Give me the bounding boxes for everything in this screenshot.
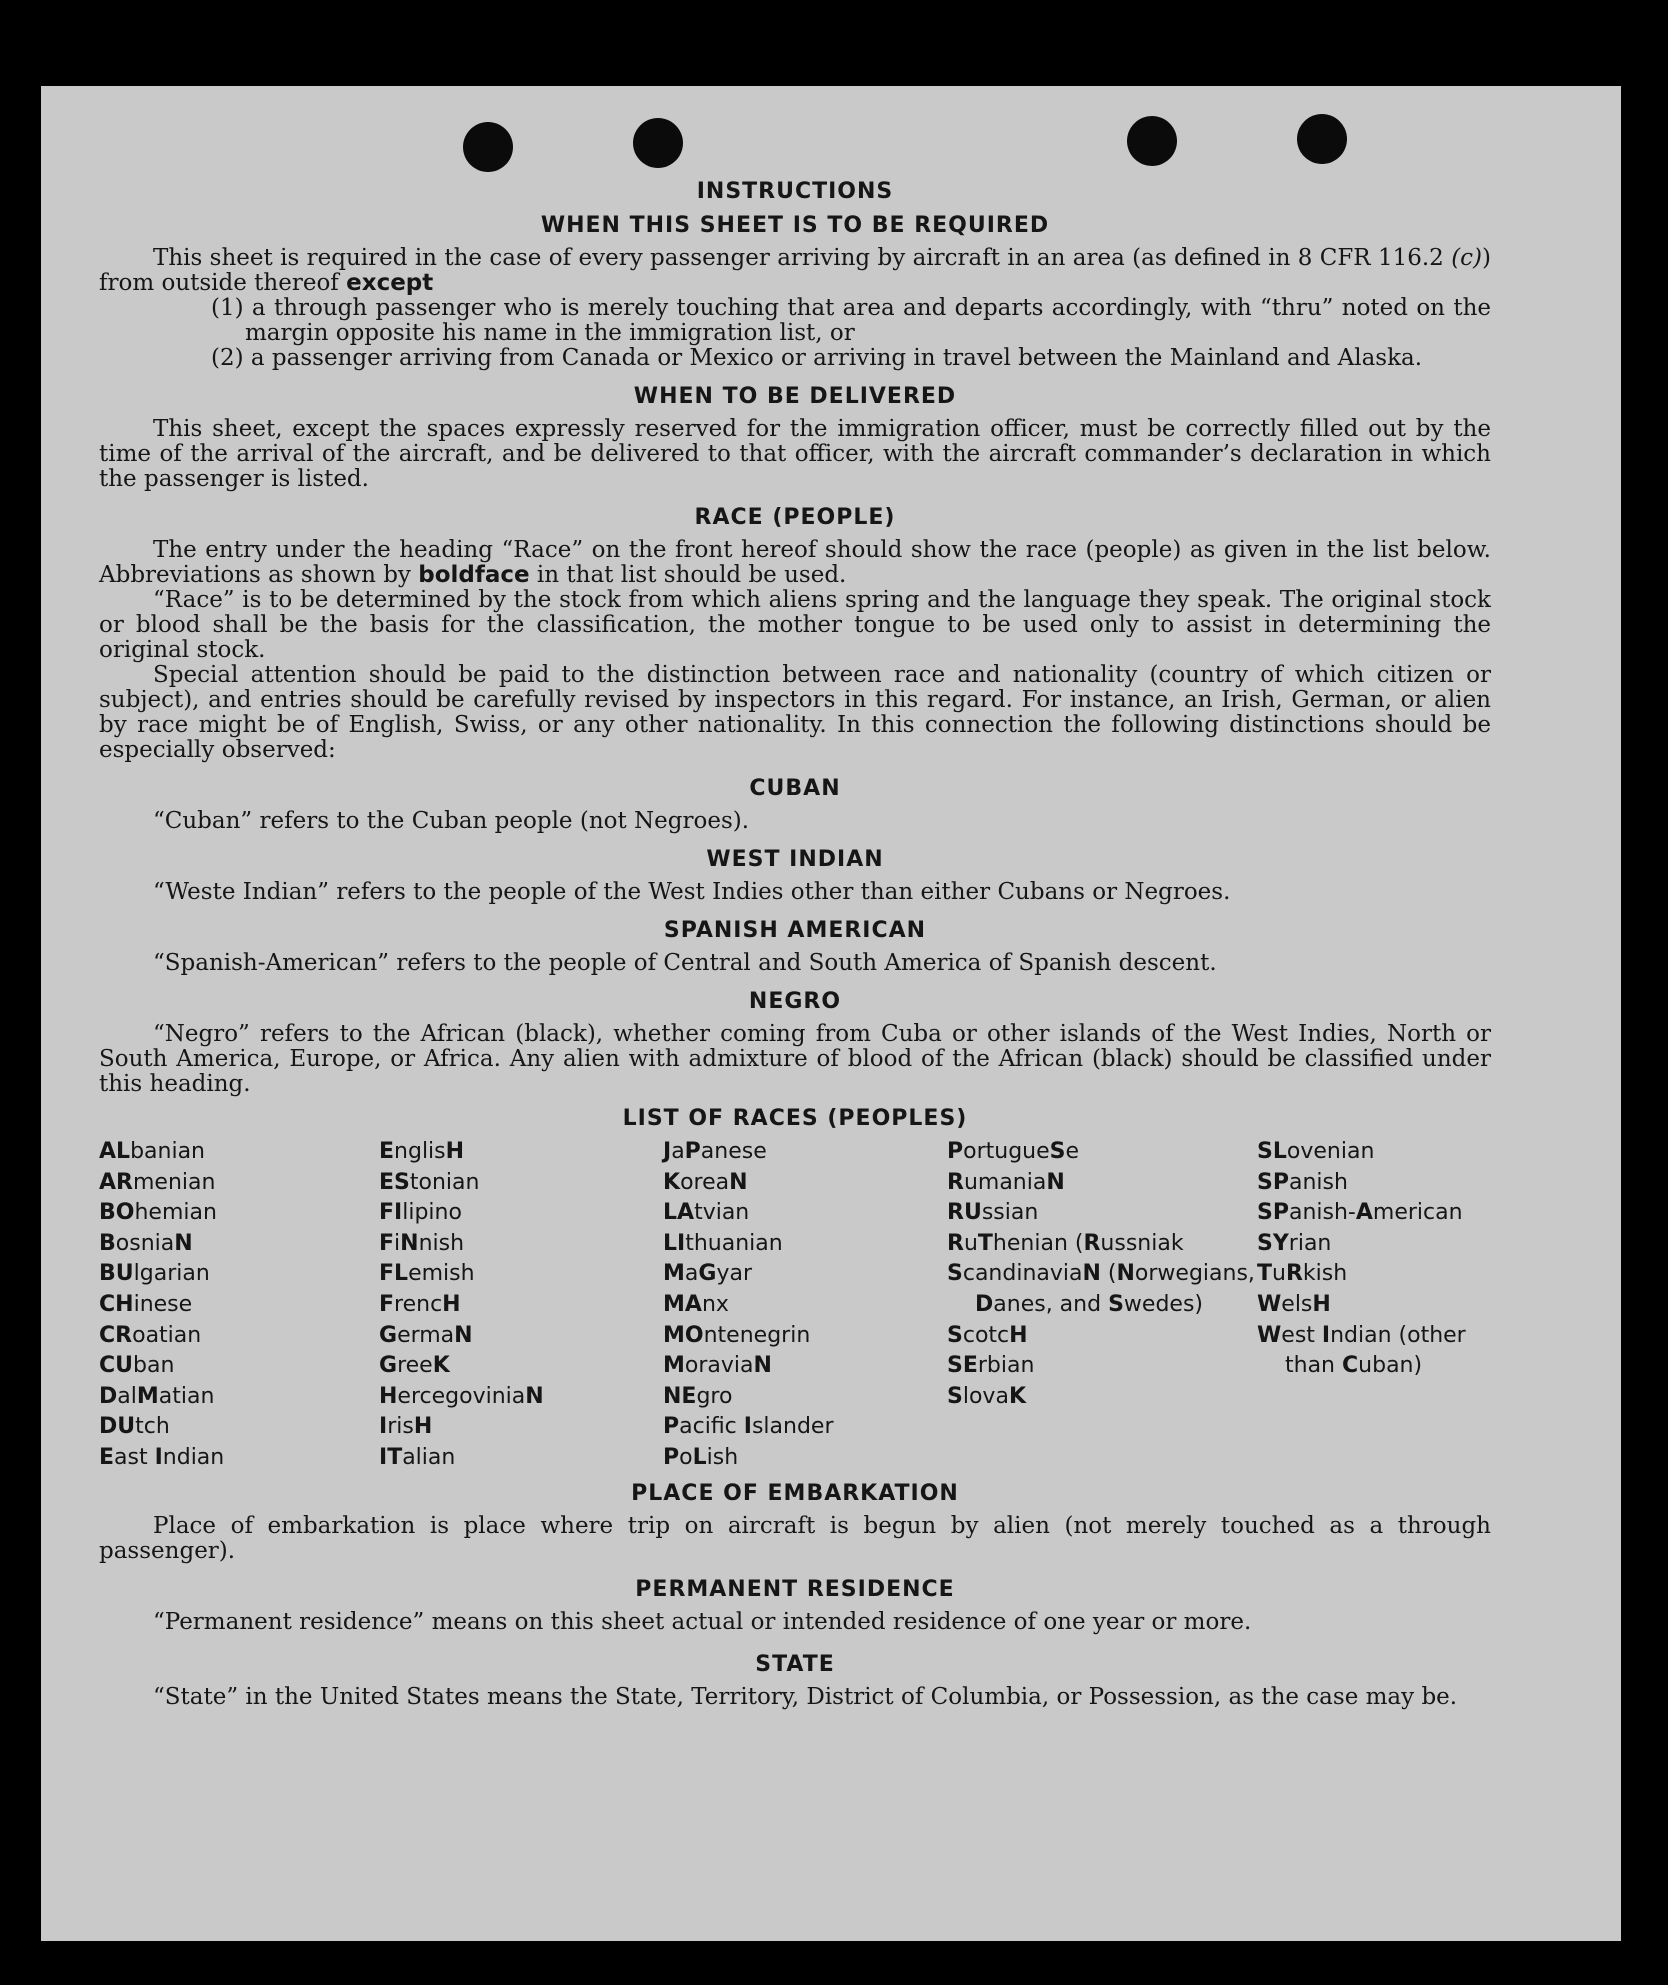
section-heading-race: RACE (PEOPLE) (694, 505, 896, 530)
race-entry: FrencH (379, 1291, 461, 1317)
residence-text: “Permanent residence” means on this sheet actual or intended residence of one year or more. (153, 1608, 1252, 1635)
race-entry: NEgro (663, 1383, 733, 1409)
race-entry: ScandinaviaN (Norwegians, Danes, and Swedes) (947, 1261, 1255, 1317)
cfr-cite: (c) (1451, 245, 1483, 271)
race-entry: ARmenian (99, 1169, 216, 1195)
race-p1-end: in that list should be used. (529, 562, 847, 588)
race-paragraph: “Race” is to be determined by the stock from which aliens spring and the language they speak. The original stock or blood shall be the basis for the classification, the mother tongue to be used only to assist in determining the original stock. (99, 587, 1491, 663)
race-entry: ALbanian (99, 1139, 205, 1164)
exception-list (211, 296, 1491, 371)
spanish-american-text: “Spanish-American” refers to the people of Central and South America of Spanish descent. (153, 950, 1217, 976)
race-entry: GreeK (379, 1353, 450, 1379)
race-entry: SErbian (947, 1353, 1035, 1379)
race-entry: BUlgarian (99, 1261, 210, 1287)
section-heading-embarkation: PLACE OF EMBARKATION (631, 1480, 959, 1506)
races-column (379, 1137, 663, 1474)
cuban-text: “Cuban” refers to the Cuban people (not Negroes). (153, 808, 750, 834)
race-entry: PoLish (663, 1444, 739, 1470)
race-entry: LAtvian (663, 1200, 750, 1226)
punch-hole (1127, 116, 1177, 166)
race-entry: SPanish (1257, 1169, 1348, 1195)
required-intro-after: ) from outside thereof (99, 245, 1491, 296)
section-heading-cuban: CUBAN (749, 776, 841, 801)
race-entry: SPanish-American (1257, 1200, 1463, 1226)
race-entry: RumaniaN (947, 1169, 1065, 1195)
race-p1-text: The entry under the heading “Race” on the front hereof should show the race (people) as given in the list below. Abbreviations as shown by (99, 537, 1491, 588)
race-entry: IrisH (379, 1414, 433, 1440)
race-entry: JaPanese (663, 1139, 767, 1164)
section-heading-residence: PERMANENT RESIDENCE (635, 1576, 955, 1602)
race-entry: MaGyar (663, 1261, 752, 1287)
race-entry: MOntenegrin (663, 1322, 811, 1348)
race-entry: SlovaK (947, 1383, 1026, 1409)
race-entry: West Indian (other than Cuban) (1257, 1322, 1466, 1379)
race-entry: CRoatian (99, 1322, 202, 1348)
race-entry: RUssian (947, 1200, 1039, 1226)
races-list (99, 1137, 1491, 1474)
race-entry: East Indian (99, 1444, 225, 1470)
race-entry: ScotcH (947, 1322, 1028, 1348)
delivered-text: This sheet, except the spaces expressly reserved for the immigration officer, must be correctly filled out by the time of the arrival of the aircraft, and be delivered to that officer, with the aircraft commander’s declaration in which the passenger is listed. (99, 416, 1491, 492)
race-entry: BOhemian (99, 1200, 217, 1226)
exception-item: (2) a passenger arriving from Canada or Mexico or arriving in travel between the Mainland and Alaska. (211, 345, 1423, 371)
race-entry: FLemish (379, 1261, 475, 1287)
page-title: INSTRUCTIONS (696, 179, 894, 204)
negro-text: “Negro” refers to the African (black), whether coming from Cuba or other islands of the West Indies, North or South America, Europe, or Africa. Any alien with admixture of blood of the African (black) should be classified under this heading. (99, 1021, 1491, 1097)
race-entry: Pacific Islander (663, 1414, 834, 1440)
section-heading-spanish-american: SPANISH AMERICAN (663, 918, 927, 943)
race-entry: BosniaN (99, 1230, 193, 1256)
race-entry: SYrian (1257, 1230, 1332, 1256)
required-intro-text: This sheet is required in the case of every passenger arriving by aircraft in an area (as defined in 8 CFR 116.2 (153, 245, 1452, 271)
race-paragraph (99, 538, 1491, 588)
race-entry: CHinese (99, 1291, 193, 1317)
race-entry: MAnx (663, 1291, 729, 1317)
races-column (663, 1137, 947, 1474)
section-heading-west-indian: WEST INDIAN (706, 847, 884, 872)
document-sheet (41, 86, 1621, 1941)
race-entry: LIthuanian (663, 1230, 783, 1256)
instructions-content (99, 178, 1491, 1710)
except-word: except (346, 270, 434, 296)
race-entry: DalMatian (99, 1383, 215, 1409)
boldface-word: boldface (418, 562, 530, 588)
state-text: “State” in the United States means the State, Territory, District of Columbia, or Possession, as the case may be. (153, 1683, 1458, 1710)
punch-hole (1297, 114, 1347, 164)
race-entry: MoraviaN (663, 1353, 772, 1379)
section-heading-negro: NEGRO (748, 989, 842, 1014)
race-entry: SLovenian (1257, 1139, 1375, 1164)
race-entry: KoreaN (663, 1169, 748, 1195)
race-entry: HercegoviniaN (379, 1383, 544, 1409)
section-heading-races-list: LIST OF RACES (PEOPLES) (622, 1106, 968, 1131)
race-entry: EStonian (379, 1169, 480, 1195)
exception-item: (1) a through passenger who is merely touching that area and departs accordingly, with “thru” noted on the margin opposite his name in the immigration list, or (211, 295, 1491, 346)
race-entry: WelsH (1257, 1291, 1331, 1317)
race-entry: PortugueSe (947, 1139, 1080, 1164)
race-entry: EnglisH (379, 1139, 465, 1164)
races-column (1257, 1137, 1491, 1474)
section-heading-delivered: WHEN TO BE DELIVERED (633, 384, 957, 409)
race-paragraph: Special attention should be paid to the distinction between race and nationality (country of which citizen or subject), and entries should be carefully revised by inspectors in this regard. For instance, an Irish, German, or alien by race might be of English, Swiss, or any other nationality. In this connection the following distinctions should be especially observed: (99, 662, 1491, 763)
race-entry: ITalian (379, 1444, 456, 1470)
races-column (947, 1137, 1257, 1474)
required-intro (99, 246, 1491, 296)
embarkation-text: Place of embarkation is place where trip on aircraft is begun by alien (not merely touched as a through passenger). (99, 1512, 1491, 1564)
punch-hole (463, 122, 513, 172)
race-entry: CUban (99, 1353, 175, 1379)
punch-hole (633, 118, 683, 168)
section-heading-state: STATE (755, 1651, 835, 1677)
west-indian-text: “Weste Indian” refers to the people of the West Indies other than either Cubans or Negroes. (153, 879, 1231, 905)
race-entry: RuThenian (Russniak (947, 1230, 1184, 1256)
races-column (99, 1137, 379, 1474)
race-entry: GermaN (379, 1322, 473, 1348)
section-heading-required: WHEN THIS SHEET IS TO BE REQUIRED (540, 213, 1050, 238)
race-entry: FIlipino (379, 1200, 462, 1226)
race-entry: TuRkish (1257, 1261, 1348, 1287)
race-entry: FiNnish (379, 1230, 465, 1256)
race-entry: DUtch (99, 1414, 170, 1440)
